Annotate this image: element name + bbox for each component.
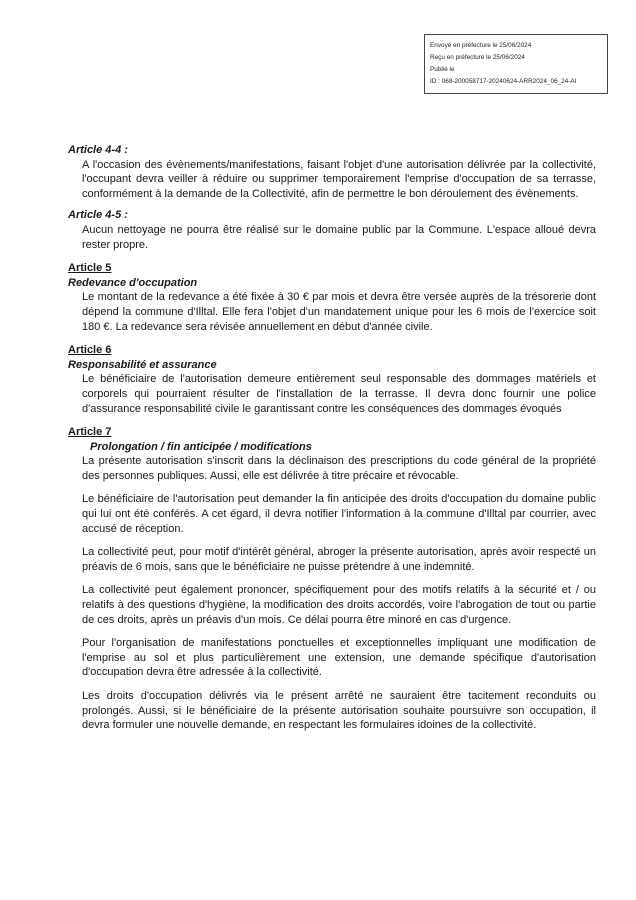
article-4-5-text: Aucun nettoyage ne pourra être réalisé sur le domaine public par la Commune. L'espace alloué devra rester propre. [82, 223, 596, 251]
article-7-paragraph-4: La collectivité peut également prononcer, spécifiquement pour des motifs relatifs à la sécurité et / ou relatifs à des questions d'hygiène, la modification des droits accordés, voire l'abrogation de tout ou partie de ces droits, après un préavis d'un mois. Ce délai pourra être minoré en cas d'urgence. [82, 584, 596, 626]
article-7-paragraph-6: Les droits d'occupation délivrés via le présent arrêté ne sauraient être tacitement reconduits ou prolongés. Aussi, si le bénéficiaire de la présente autorisation souhaite poursuivre son occupation, il devra formuler une nouvelle demande, en respectant les formulaires idoines de la collectivité. [82, 690, 596, 732]
document-body [68, 143, 596, 733]
stamp-received-date: Reçu en préfecture le 25/06/2024 [430, 54, 525, 61]
article-6-heading: Article 6 [68, 344, 112, 357]
prefecture-stamp [424, 34, 608, 94]
article-5-heading: Article 5 [68, 262, 112, 275]
article-4-5-heading: Article 4-5 : [68, 209, 128, 222]
stamp-sent-date: Envoyé en préfecture le 25/06/2024 [430, 42, 532, 49]
article-7-paragraph-5: Pour l'organisation de manifestations ponctuelles et exceptionnelles impliquant une modification de l'emprise au sol et plus particulièrement une extension, une demande spécifique d'autorisation d'occupation devra être adressée à la collectivité. [82, 637, 596, 679]
article-7-paragraph-3: La collectivité peut, pour motif d'intérêt général, abroger la présente autorisation, après avoir respecté un préavis de 6 mois, sans que le bénéficiaire ne puisse prétendre à une indemnité. [82, 546, 596, 573]
article-6-text: Le bénéficiaire de l'autorisation demeure entièrement seul responsable des dommages matériels et corporels qui pourraient résulter de l'installation de la terrasse. Il devra donc fournir une police d'assurance responsabilité civile le garantissant contre les conséquences des dommages évoqués [82, 373, 596, 415]
article-4-4-text: A l'occasion des évènements/manifestations, faisant l'objet d'une autorisation délivrée par la collectivité, l'occupant devra veiller à réduire ou supprimer temporairement l'emprise d'occupation de sa terrasse, conformément à la demande de la Collectivité, afin de permettre le bon déroulement des évènements. [82, 158, 596, 200]
article-7-heading: Article 7 [68, 426, 112, 439]
article-7-subheading: Prolongation / fin anticipée / modifications [90, 440, 312, 453]
article-5-subheading: Redevance d'occupation [68, 276, 198, 289]
article-5-text: Le montant de la redevance a été fixée à 30 € par mois et devra être versée auprès de la trésorerie dont dépend la commune d'Illtal. Elle fera l'objet d'un mandatement unique pour les 6 mois de l'exercice soit 180 €. La redevance sera révisée annuellement en début d'année civile. [82, 291, 596, 333]
article-7-paragraph-2: Le bénéficiaire de l'autorisation peut demander la fin anticipée des droits d'occupation du domaine public qui lui ont été conférés. A cet égard, il devra notifier l'information à la commune d'Illtal par courrier, avec accusé de réception. [82, 493, 596, 535]
stamp-published: Publié le [430, 66, 455, 73]
article-7-paragraph-1: La présente autorisation s'inscrit dans la déclinaison des prescriptions du code général de la propriété des personnes publiques. Aussi, elle est délivrée à titre précaire et révocable. [82, 455, 596, 482]
article-4-4-heading: Article 4-4 : [68, 144, 128, 156]
stamp-id: ID : 068-200058717-20240624-ARR2024_06_24-AI [430, 78, 577, 85]
article-6-subheading: Responsabilité et assurance [68, 358, 217, 371]
